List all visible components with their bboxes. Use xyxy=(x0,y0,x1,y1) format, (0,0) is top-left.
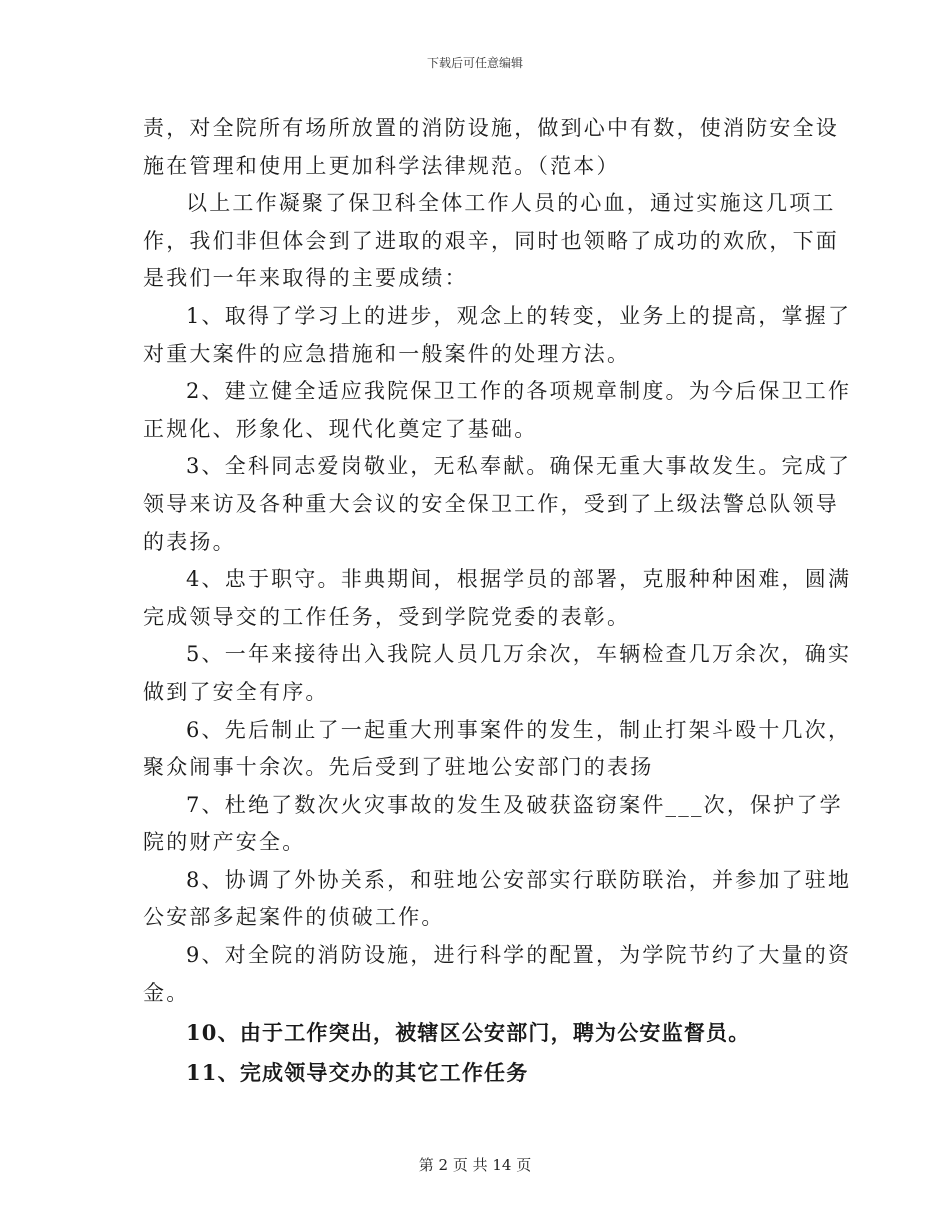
list-item-9: 9、对全院的消防设施，进行科学的配置，为学院节约了大量的资 xyxy=(186,943,852,968)
text-line: 正规化、形象化、现代化奠定了基础。 xyxy=(143,416,538,441)
list-item-7: 7、杜绝了数次火灾事故的发生及破获盗窃案件___次，保护了学 xyxy=(186,792,843,817)
text-line: 完成领导交的工作任务，受到学院党委的表彰。 xyxy=(143,604,631,629)
list-item-8: 8、协调了外协关系，和驻地公安部实行联防联治，并参加了驻地 xyxy=(186,867,852,892)
list-item-2: 2、建立健全适应我院保卫工作的各项规章制度。为今后保卫工作 xyxy=(186,379,852,404)
text-line: 公安部多起案件的侦破工作。 xyxy=(143,905,445,930)
list-item-3: 3、全科同志爱岗敬业，无私奉献。确保无重大事故发生。完成了 xyxy=(186,454,852,479)
text-line: 对重大案件的应急措施和一般案件的处理方法。 xyxy=(143,341,631,366)
list-item-5: 5、一年来接待出入我院人员几万余次，车辆检查几万余次，确实 xyxy=(186,642,852,667)
text-line: 的表扬。 xyxy=(143,529,236,554)
list-item-10: 10、由于工作突出，被辖区公安部门，聘为公安监督员。 xyxy=(186,1020,751,1046)
document-body xyxy=(143,110,852,1091)
page-header: 下载后可任意编辑 xyxy=(426,56,523,70)
text-line: 责，对全院所有场所放置的消防设施，做到心中有数，使消防安全设 xyxy=(143,116,839,140)
text-line: 以上工作凝聚了保卫科全体工作人员的心血，通过实施这几项工 xyxy=(186,191,836,216)
list-item-6: 6、先后制止了一起重大刑事案件的发生，制止打架斗殴十几次， xyxy=(186,717,852,742)
text-line: 领导来访及各种重大会议的安全保卫工作，受到了上级法警总队领导 xyxy=(143,491,839,516)
list-item-4: 4、忠于职守。非典期间，根据学员的部署，克服种种困难，圆满 xyxy=(186,567,852,592)
text-line: 施在管理和使用上更加科学法律规范。（范本） xyxy=(143,153,620,178)
text-line: 是我们一年来取得的主要成绩： xyxy=(143,266,468,291)
text-line: 院的财产安全。 xyxy=(143,830,306,855)
list-item-1: 1、取得了学习上的进步，观念上的转变，业务上的提高，掌握了 xyxy=(186,303,852,328)
text-line: 聚众闹事十余次。先后受到了驻地公安部门的表扬 xyxy=(143,755,654,780)
text-line: 金。 xyxy=(143,980,190,1005)
list-item-11: 11、完成领导交办的其它工作任务 xyxy=(186,1059,529,1085)
page-footer: 第 2 页 共 14 页 xyxy=(418,1156,532,1174)
text-line: 作，我们非但体会到了进取的艰辛，同时也领略了成功的欢欣，下面 xyxy=(143,228,839,253)
text-line: 做到了安全有序。 xyxy=(143,679,329,704)
